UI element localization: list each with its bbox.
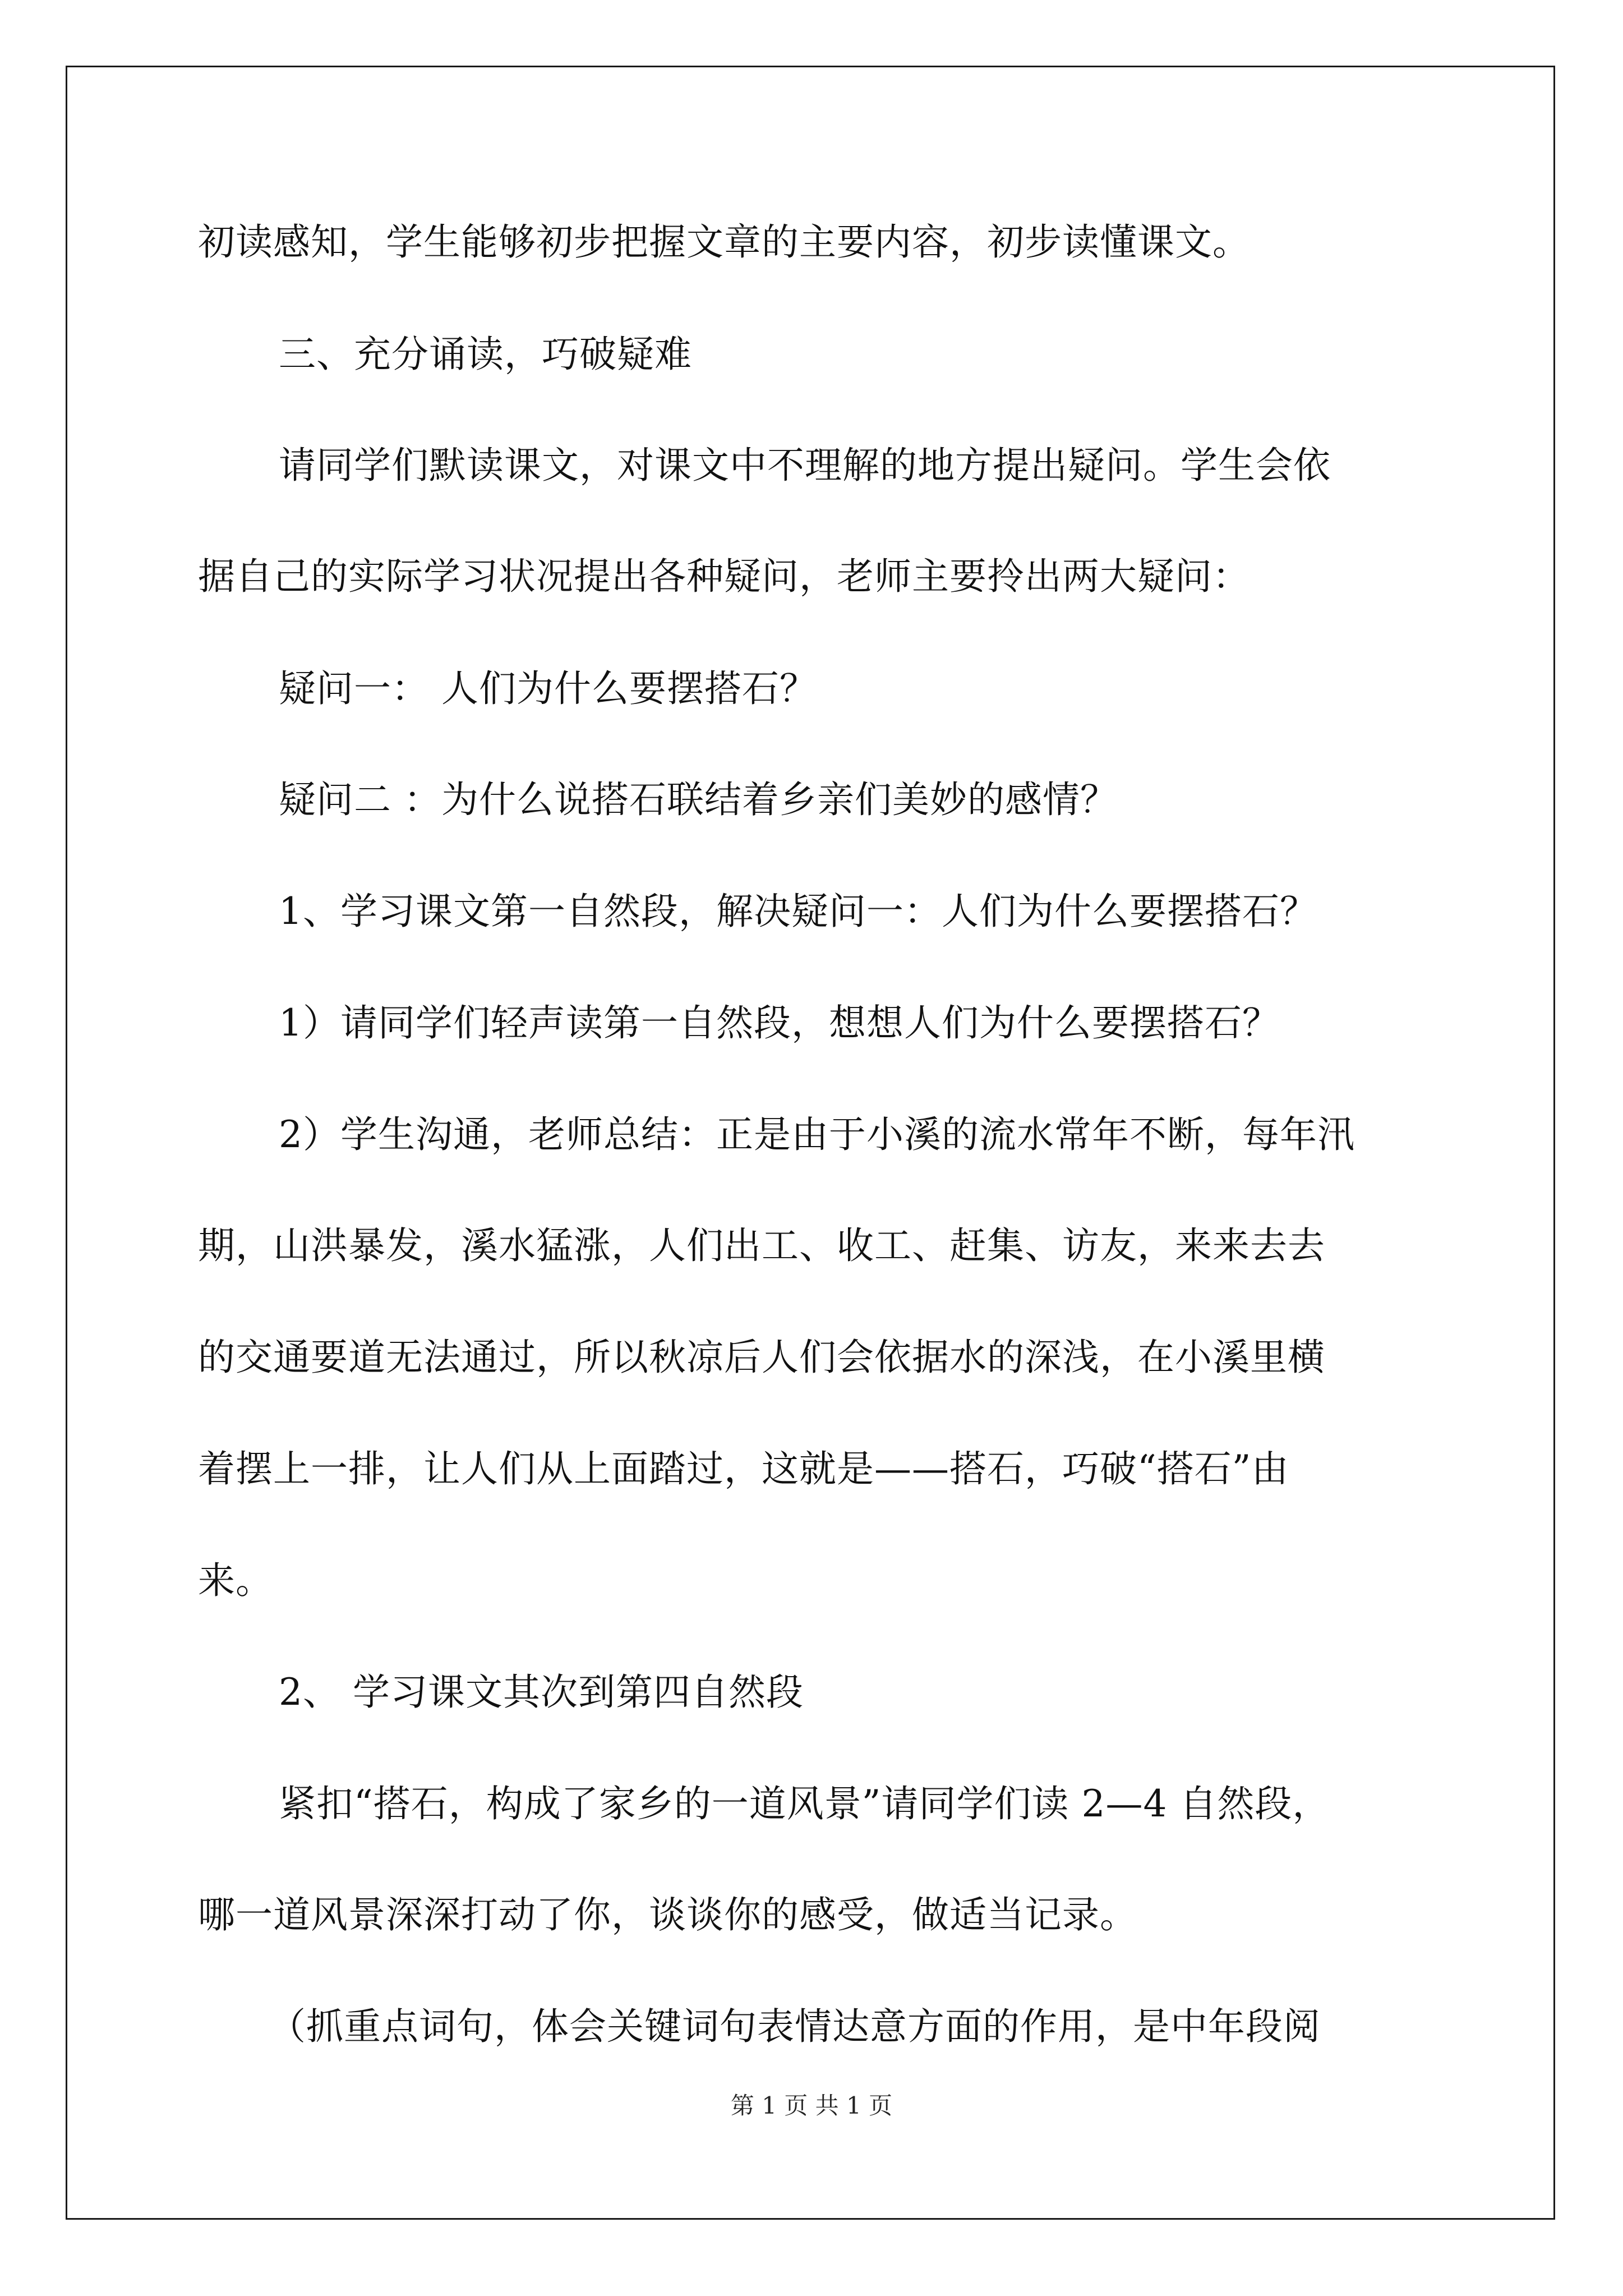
- text-line: 哪一道风景深深打动了你，谈谈你的感受，做适当记录。: [198, 1893, 1137, 1936]
- text-line: 请同学们默读课文，对课文中不理解的地方提出疑问。学生会依: [279, 444, 1331, 487]
- text-line: 疑问二 ：为什么说搭石联结着乡亲们美妙的感情？: [279, 778, 1118, 821]
- text-line: 1、学习课文第一自然段，解决疑问一：人们为什么要摆搭石？: [279, 890, 1317, 933]
- text-line: （抓重点词句，体会关键词句表情达意方面的作用，是中年段阅: [269, 2005, 1321, 2048]
- page-number-footer: 第 1 页 共 1 页: [730, 2092, 893, 2119]
- text-line: 紧扣“搭石，构成了家乡的一道风景”请同学们读 2—4 自然段，: [279, 1782, 1330, 1825]
- text-line: 着摆上一排，让人们从上面踏过，这就是——搭石，巧破“搭石”由: [198, 1447, 1289, 1490]
- text-line: 1）请同学们轻声读第一自然段，想想人们为什么要摆搭石？: [279, 1001, 1280, 1045]
- text-line: 初读感知，学生能够初步把握文章的主要内容，初步读懂课文。: [198, 220, 1250, 264]
- text-line: 疑问一： 人们为什么要摆搭石？: [279, 667, 817, 710]
- text-line: 的交通要道无法通过，所以秋凉后人们会依据水的深浅，在小溪里横: [198, 1336, 1325, 1379]
- text-line: 期，山洪暴发，溪水猛涨，人们出工、收工、赶集、访友，来来去去: [198, 1224, 1325, 1267]
- text-line: 来。: [198, 1559, 273, 1602]
- section-heading: 2、 学习课文其次到第四自然段: [279, 1671, 804, 1714]
- text-line: 2）学生沟通，老师总结：正是由于小溪的流水常年不断，每年汛: [279, 1113, 1355, 1156]
- section-heading: 三、充分诵读，巧破疑难: [279, 333, 692, 376]
- text-line: 据自己的实际学习状况提出各种疑问，老师主要拎出两大疑问：: [198, 555, 1250, 598]
